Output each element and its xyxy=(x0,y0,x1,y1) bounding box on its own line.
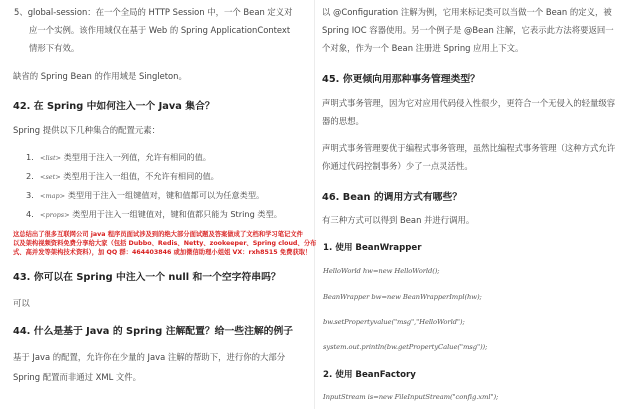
code-line-3: bw.setPropertyvalue("msg","HelloWorld"); xyxy=(323,318,465,326)
annotation-line-3: 个对象，作为一个 Bean 注册进 Spring 应用上下文。 xyxy=(322,43,524,53)
method-2-heading: 2. 使用 BeanFactory xyxy=(323,370,416,380)
collection-item-set: 2. <set> 类型用于注入一组值，不允许有相同的值。 xyxy=(26,171,219,181)
q45-p2-line-1: 声明式事务管理要优于编程式事务管理，虽然比编程式事务管理（这种方式允许 xyxy=(322,143,616,153)
annotation-line-1: 以 @Configuration 注解为例，它用来标记类可以当做一个 Bean 的定义，被 xyxy=(322,7,612,17)
q43-heading: 43. 你可以在 Spring 中注入一个 null 和一个空字符串吗？ xyxy=(13,272,281,283)
list-tag: <list> xyxy=(40,154,61,162)
promo-line-2: 以及架构视频资料免费分享给大家（包括 Dubbo、Redis、Netty、zookeeper、Spring cloud、分布 xyxy=(13,240,317,247)
q46-heading: 46. Bean 的调用方式有哪些？ xyxy=(322,192,463,203)
session-line-3: 情形下有效。 xyxy=(29,43,80,53)
session-line-2: 应一个实例。该作用域仅在基于 Web 的 Spring ApplicationContext xyxy=(29,25,291,35)
collection-item-map: 3. <map> 类型用于注入一组键值对，键和值都可以为任意类型。 xyxy=(26,190,265,200)
code-line-4: system.out.println(bw.getPropertyCalue("msg")); xyxy=(323,343,488,351)
set-tag: <set> xyxy=(40,173,61,181)
q42-intro: Spring 提供以下几种集合的配置元素： xyxy=(13,125,160,135)
promo-line-3: 式、高并发等架构技术资料），加 QQ 群：464403846 或加微信助理小姐姐 VX：rxh8515 免费获取！ xyxy=(13,249,312,256)
collection-item-props: 4. <props> 类型用于注入一组键值对，键和值都只能为 String 类型。 xyxy=(26,209,282,219)
q45-p1-line-2: 器的思想。 xyxy=(322,116,364,126)
q43-answer: 可以 xyxy=(13,298,30,308)
q42-heading: 42. 在 Spring 中如何注入一个 Java 集合？ xyxy=(13,101,215,112)
q45-heading: 45. 你更倾向用那种事务管理类型？ xyxy=(322,74,480,85)
q45-p2-line-2: 你通过代码控制事务）少了一点灵活性。 xyxy=(322,161,473,171)
code-line-5: InputStream is=new FileInputStream("config.xml"); xyxy=(323,393,499,401)
code-line-2: BeanWrapper bw=new BeanWrapperImpl(hw); xyxy=(323,293,482,301)
props-tag: <props> xyxy=(40,211,70,219)
promo-line-1: 这总结出了很多互联网公司 java 程序员面试涉及到的绝大部分面试题及答案做成了文档和学习笔记文件 xyxy=(13,231,303,238)
session-line-1: 5、global-session：在一个全局的 HTTP Session 中，一个 Bean 定义对 xyxy=(14,7,293,17)
annotation-line-2: Spring IOC 容器使用。另一个例子是 @Bean 注解，它表示此方法将要返回一 xyxy=(322,25,614,35)
q46-intro: 有三种方式可以得到 Bean 并进行调用。 xyxy=(322,215,475,225)
q44-heading: 44. 什么是基于 Java 的 Spring 注解配置？给一些注解的例子 xyxy=(13,326,294,337)
default-scope-text: 缺省的 Spring Bean 的作用域是 Singleton。 xyxy=(13,71,187,81)
q44-line-2: Spring 配置而非通过 XML 文件。 xyxy=(13,372,142,382)
collection-item-list: 1. <list> 类型用于注入一列值，允许有相同的值。 xyxy=(26,152,211,162)
map-tag: <map> xyxy=(40,192,66,200)
method-1-heading: 1. 使用 BeanWrapper xyxy=(323,243,422,253)
code-line-1: HelloWorld hw=new HelloWorld(); xyxy=(323,267,440,275)
column-divider xyxy=(314,0,315,409)
q45-p1-line-1: 声明式事务管理，因为它对应用代码侵入性很少，更符合一个无侵入的轻量级容 xyxy=(322,98,616,108)
q44-line-1: 基于 Java 的配置，允许你在少量的 Java 注解的帮助下，进行你的大部分 xyxy=(13,352,286,362)
